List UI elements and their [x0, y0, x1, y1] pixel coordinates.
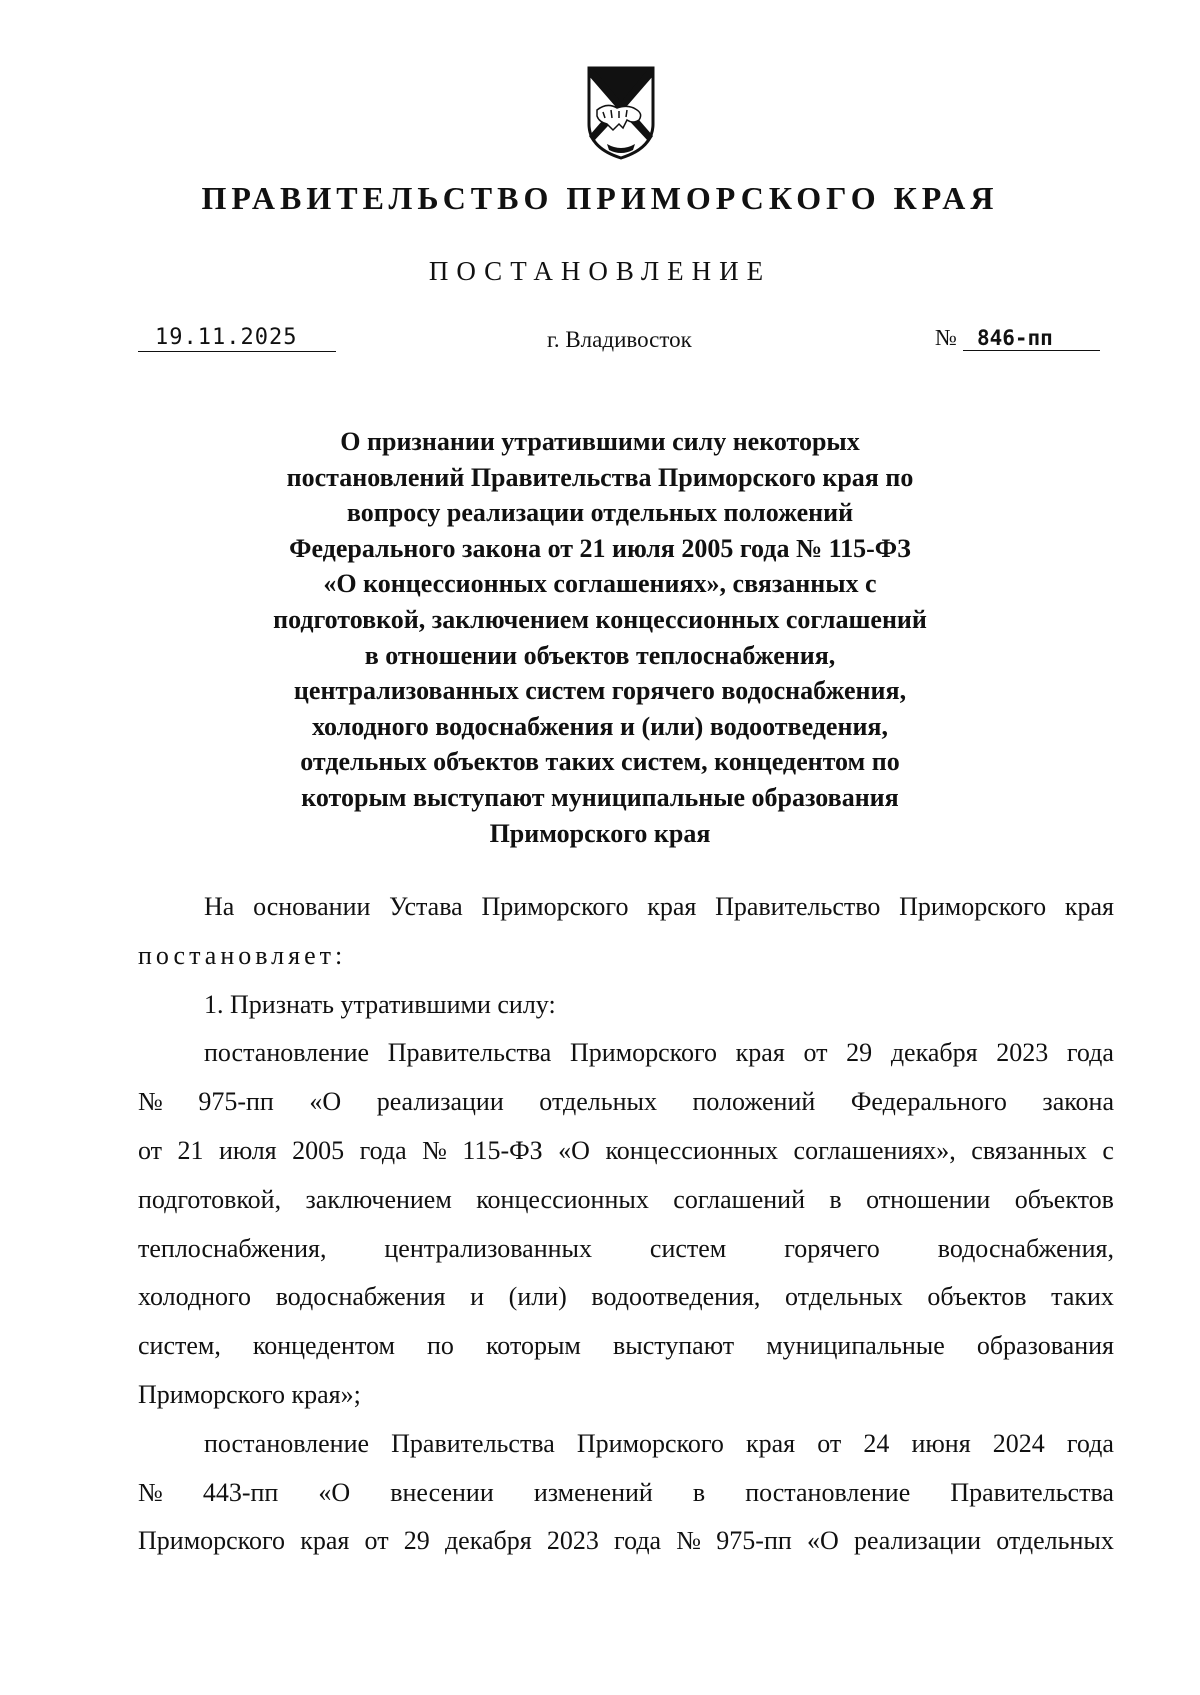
title-line: вопросу реализации отдельных положений [346, 498, 854, 528]
title-line: холодного водоснабжения и (или) водоотведения, [311, 711, 888, 741]
preamble-line: постановляет: [138, 940, 347, 970]
title-line: постановлений Правительства Приморского края по [286, 462, 914, 492]
organization-name: ПРАВИТЕЛЬСТВО ПРИМОРСКОГО КРАЯ [201, 180, 999, 216]
document-number [935, 325, 1100, 351]
paragraph-line: Приморского края от 29 декабря 2023 года № 975-пп «О реализации отдельных [138, 1526, 1114, 1556]
paragraph-line: систем, концедентом по которым выступают муниципальные образования [138, 1331, 1114, 1361]
paragraph-line: подготовкой, заключением концессионных соглашений в отношении объектов [138, 1184, 1114, 1214]
paragraph-line: постановление Правительства Приморского края от 29 декабря 2023 года [204, 1038, 1114, 1068]
title-line: Приморского края [489, 818, 711, 848]
title-line: подготовкой, заключением концессионных соглашений [273, 604, 927, 634]
preamble-line: На основании Устава Приморского края Правительство Приморского края [204, 892, 1114, 921]
paragraph-line: № 443-пп «О внесении изменений в постановление Правительства [138, 1477, 1114, 1507]
primorsky-krai-coat-of-arms-icon [583, 62, 659, 162]
paragraph-line: от 21 июля 2005 года № 115-ФЗ «О концессионных соглашениях», связанных с [138, 1135, 1114, 1165]
document-city: г. Владивосток [547, 327, 692, 352]
document-type: ПОСТАНОВЛЕНИЕ [428, 256, 772, 286]
item-1: 1. Признать утратившими силу: [204, 989, 556, 1019]
title-line: О признании утратившими силу некоторых [340, 427, 860, 456]
paragraph-line: теплоснабжения, централизованных систем горячего водоснабжения, [138, 1233, 1114, 1263]
title-line: «О концессионных соглашениях», связанных с [323, 569, 877, 599]
title-line: в отношении объектов теплоснабжения, [364, 640, 836, 670]
title-line: которым выступают муниципальные образования [301, 782, 899, 812]
document-date: 19.11.2025 [138, 325, 336, 352]
paragraph-line: № 975-пп «О реализации отдельных положений Федерального закона [138, 1087, 1114, 1117]
paragraph-line: холодного водоснабжения и (или) водоотведения, отдельных объектов таких [138, 1282, 1114, 1312]
document-title [230, 424, 970, 851]
title-line: отдельных объектов таких систем, концедентом по [300, 747, 900, 777]
number-prefix: № [935, 325, 957, 350]
title-line: Федерального закона от 21 июля 2005 года № 115-ФЗ [289, 533, 911, 563]
title-line: централизованных систем горячего водоснабжения, [293, 676, 907, 706]
paragraph-line: постановление Правительства Приморского края от 24 июня 2024 года [204, 1428, 1114, 1458]
document-body [138, 883, 1114, 1566]
number-value: 846-пп [963, 326, 1100, 351]
paragraph-line: Приморского края»; [138, 1379, 361, 1409]
